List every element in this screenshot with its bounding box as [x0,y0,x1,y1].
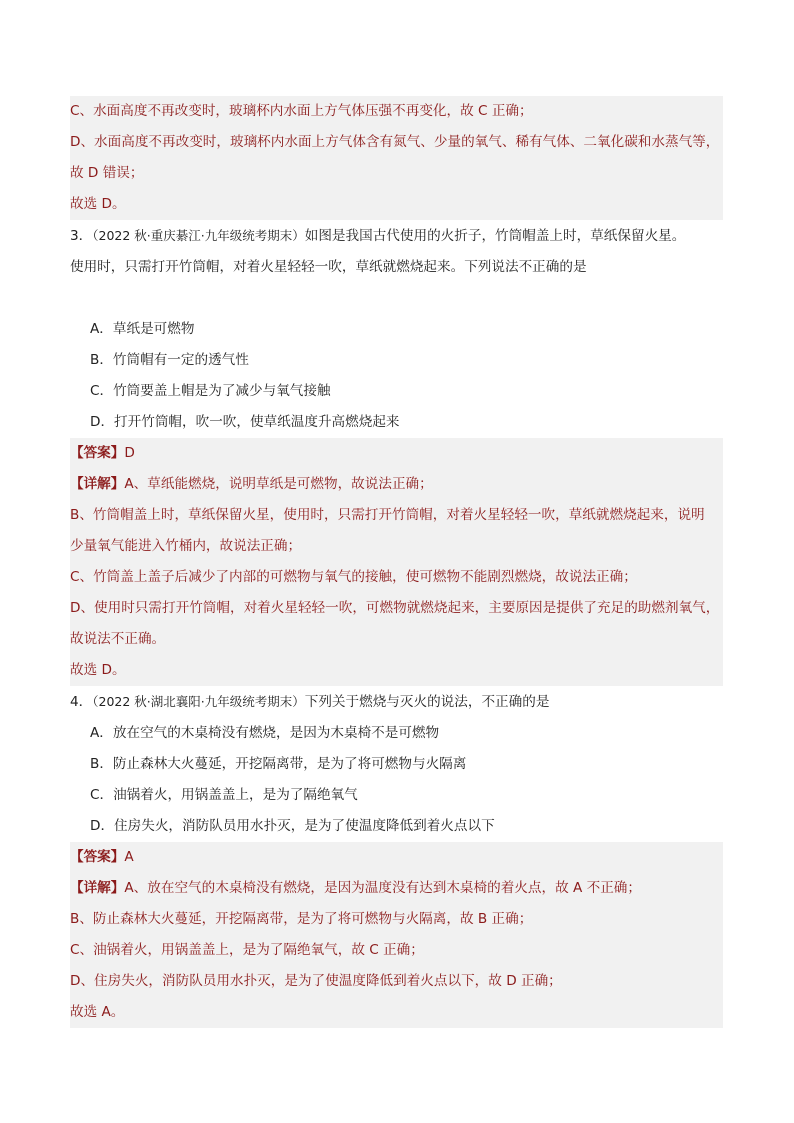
question-stem [70,686,723,718]
question-stem-text: 下列关于燃烧与灭火的说法，不正确的是 [304,694,550,710]
answer-block-q2 [70,96,723,220]
detail-line [70,873,723,904]
detail-tag: 【详解】 [70,476,125,492]
option-d: D．住房失火，消防队员用水扑灭，是为了使温度降低到着火点以下 [90,818,495,834]
answer-line [70,842,723,873]
question-number: 3． [70,228,93,244]
answer-block-q3 [70,438,723,686]
question-source: （2022 秋·湖北襄阳·九年级统考期末） [92,694,305,709]
detail-line: C、油锅着火，用锅盖盖上，是为了隔绝氧气，故 C 正确； [70,942,424,958]
option-d: D．打开竹筒帽，吹一吹，使草纸温度升高燃烧起来 [90,414,400,430]
answer-block-q4 [70,842,723,1028]
question-3 [70,220,723,438]
explanation-line: C、水面高度不再改变时，玻璃杯内水面上方气体压强不再变化，故 C 正确； [70,103,533,119]
answer-value: A [124,849,134,865]
question-source: （2022 秋·重庆綦江·九年级统考期末） [92,228,305,243]
figure-space [70,283,723,314]
answer-value: D [124,445,135,461]
detail-line: D、使用时只需打开竹筒帽，对着火星轻轻一吹，可燃物就燃烧起来，主要原因是提供了充足的助燃剂氧气， [70,600,720,616]
option-a: A．草纸是可燃物 [90,321,195,337]
question-4 [70,686,723,842]
detail-text: A、草纸能燃烧，说明草纸是可燃物，故说法正确； [124,476,433,492]
answer-tag: 【答案】 [70,445,125,461]
answer-tag: 【答案】 [70,849,125,865]
detail-text: A、放在空气的木桌椅没有燃烧，是因为温度没有达到木桌椅的着火点，故 A 不正确； [124,880,641,896]
explanation-line: D、水面高度不再改变时，玻璃杯内水面上方气体含有氮气、少量的氧气、稀有气体、二氧化碳和水蒸气等， [70,134,720,150]
question-stem-text: 使用时，只需打开竹筒帽，对着火星轻轻一吹，草纸就燃烧起来。下列说法不正确的是 [70,259,587,275]
option-c: C．竹筒要盖上帽是为了减少与氧气接触 [90,383,331,399]
detail-tag: 【详解】 [70,880,125,896]
detail-line [70,469,723,500]
detail-line: 故选 D。 [70,662,126,678]
question-number: 4． [70,694,93,710]
question-stem-text: 如图是我国古代使用的火折子，竹筒帽盖上时，草纸保留火星。 [304,228,686,244]
question-stem [70,220,723,252]
detail-line: D、住房失火，消防队员用水扑灭，是为了使温度降低到着火点以下，故 D 正确； [70,973,562,989]
document-body [70,96,723,1028]
explanation-line: 故选 D。 [70,196,126,212]
explanation-line: 故 D 错误； [70,165,144,181]
option-a: A．放在空气的木桌椅没有燃烧，是因为木桌椅不是可燃物 [90,725,440,741]
detail-line: B、防止森林大火蔓延，开挖隔离带，是为了将可燃物与火隔离，故 B 正确； [70,911,533,927]
answer-line [70,438,723,469]
detail-line: 故说法不正确。 [70,631,166,647]
detail-line: B、竹筒帽盖上时，草纸保留火星，使用时，只需打开竹筒帽，对着火星轻轻一吹，草纸就燃烧起来，说明 [70,507,705,523]
option-b: B．竹筒帽有一定的透气性 [90,352,249,368]
detail-line: 少量氧气能进入竹桶内，故说法正确； [70,538,302,554]
detail-line: C、竹筒盖上盖子后减少了内部的可燃物与氧气的接触，使可燃物不能剧烈燃烧，故说法正确； [70,569,637,585]
option-c: C．油锅着火，用锅盖盖上，是为了隔绝氧气 [90,787,358,803]
option-b: B．防止森林大火蔓延，开挖隔离带，是为了将可燃物与火隔离 [90,756,467,772]
detail-line: 故选 A。 [70,1004,125,1020]
